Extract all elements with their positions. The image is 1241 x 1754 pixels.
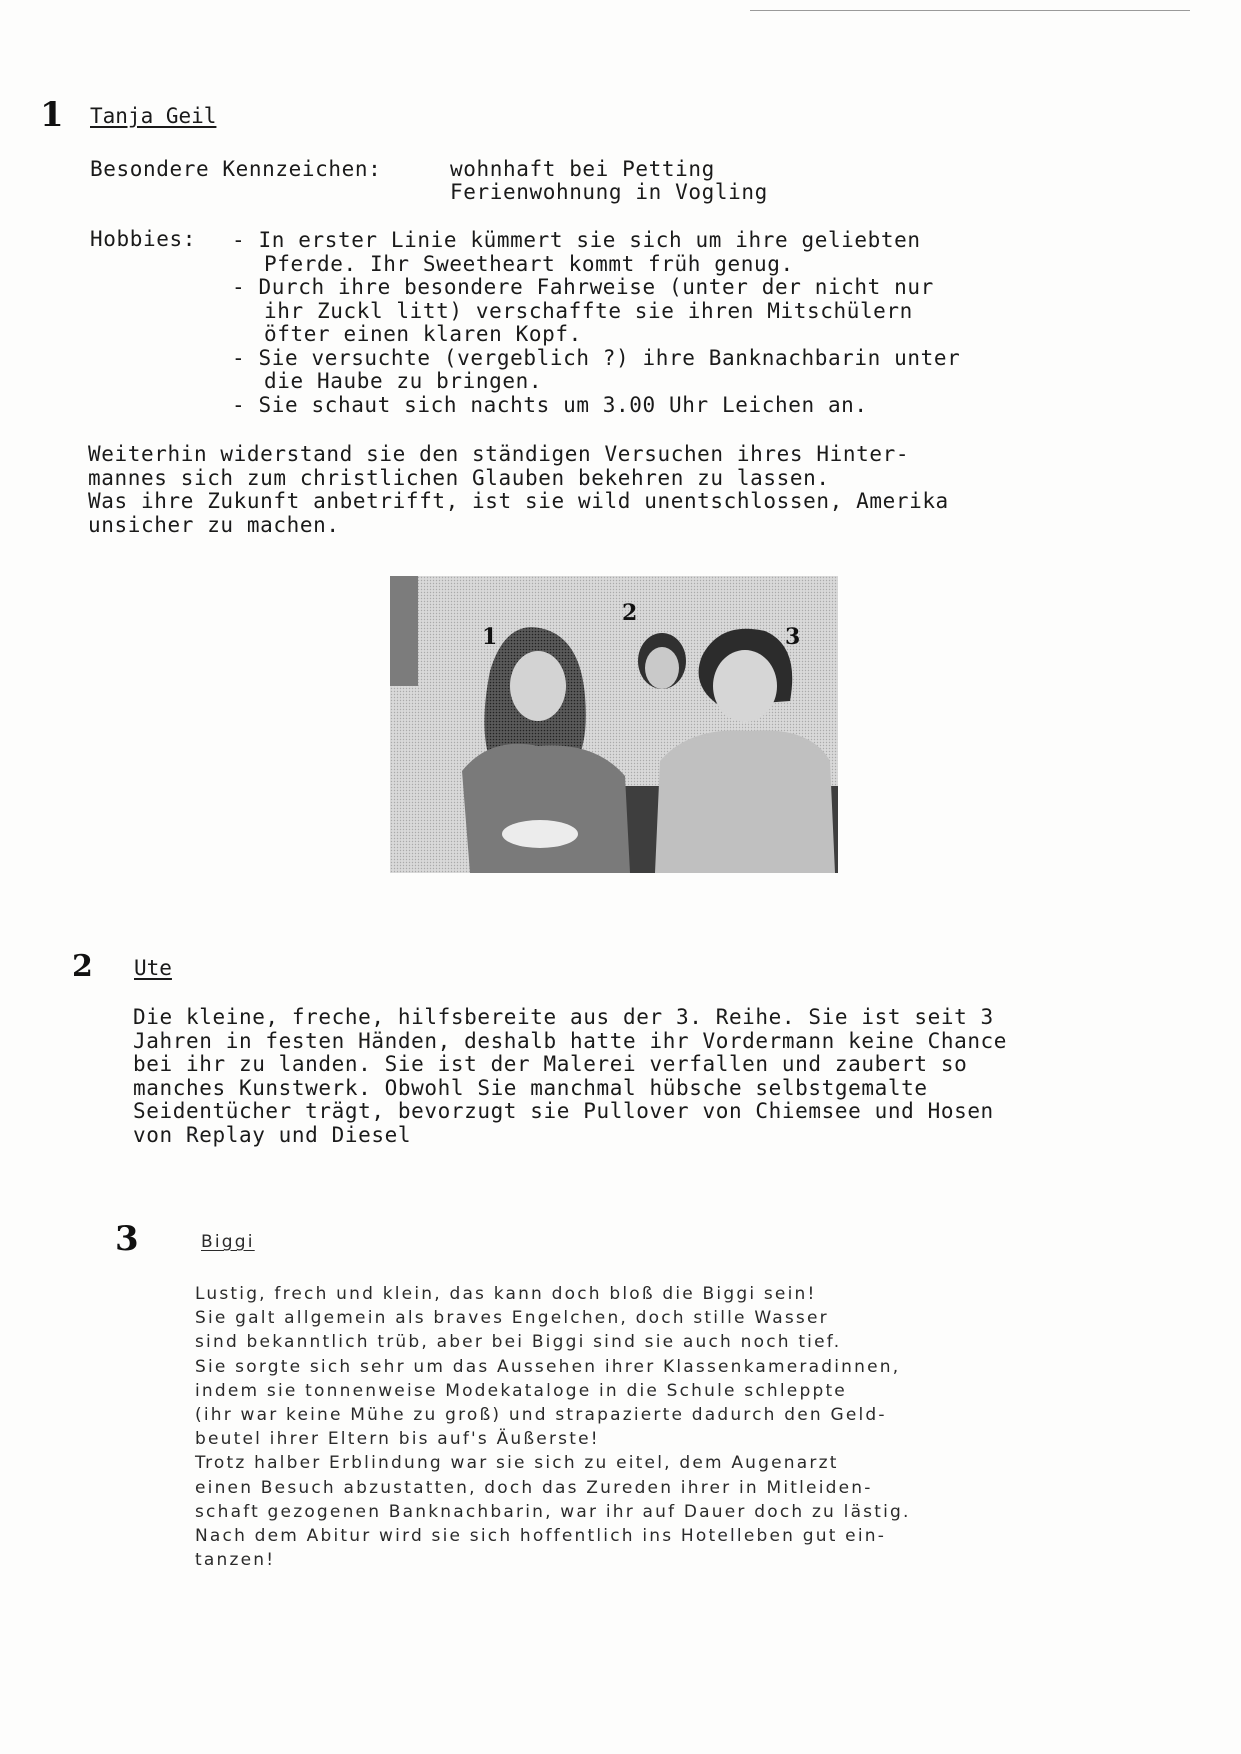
hobbies-label: Hobbies: (90, 227, 196, 251)
biggi-paragraph: Lustig, frech und klein, das kann doch bloß die Biggi sein! Sie galt allgemein als braves Engelchen, doch stille Wasser sind bekanntlich trüb, aber bei Biggi sind sie auch noch tief. Sie sorgte sich sehr um das Aussehen ihrer Klassenkameradinnen, indem sie tonnenweise Modekataloge in die Schule schleppte (ihr war keine Mühe zu groß) und strapazierte dadurch den Geld- beutel ihrer Eltern bis auf's Äußerste! Trotz halber Erblindung war sie sich zu eitel, dem Augenarzt einen Besuch abzustatten, doch das Zureden ihrer in Mitleiden- schaft gezogenen Banknachbarin, war ihr auf Dauer doch zu lästig. Nach dem Abitur wird sie sich hoffentlich ins Hotelleben gut ein- tanzen! (195, 1284, 911, 1571)
handwritten-number-1: 1 (40, 95, 64, 135)
photo-label-1: 1 (482, 624, 498, 650)
hobby-item: - In erster Linie kümmert sie sich um ihre geliebten Pferde. Ihr Sweetheart kommt früh genug. (232, 228, 921, 276)
hobby-item: - Durch ihre besondere Fahrweise (unter der nicht nur ihr Zuckl litt) verschaffte sie ihren Mitschülern öfter einen klaren Kopf. (232, 275, 934, 346)
class-photo (390, 576, 838, 873)
section-title-tanja: Tanja Geil (90, 104, 217, 128)
features-label: Besondere Kennzeichen: (90, 157, 382, 181)
handwritten-number-2: 2 (72, 949, 93, 984)
tanja-paragraph: Weiterhin widerstand sie den ständigen Versuchen ihres Hinter- mannes sich zum christlichen Glauben bekehren zu lassen. Was ihre Zukunft anbetrifft, ist sie wild unentschlossen, Amerika unsicher zu machen. (88, 442, 949, 537)
photo-label-3: 3 (785, 624, 801, 650)
feature-residence: wohnhaft bei Petting (450, 157, 715, 181)
hobbies-list (232, 229, 1132, 417)
section-title-biggi: Biggi (201, 1232, 255, 1252)
handwritten-number-3: 3 (115, 1219, 139, 1259)
top-edge-line (750, 10, 1190, 11)
ute-paragraph: Die kleine, freche, hilfsbereite aus der 3. Reihe. Sie ist seit 3 Jahren in festen Händen, deshalb hatte ihr Vordermann keine Chance bei ihr zu landen. Sie ist der Malerei verfallen und zaubert so manches Kunstwerk. Obwohl Sie manchmal hübsche selbstgemalte Seidentücher trägt, bevorzugt sie Pullover von Chiemsee und Hosen von Replay und Diesel (133, 1005, 1008, 1147)
hobby-item: - Sie versuchte (vergeblich ?) ihre Banknachbarin unter die Haube zu bringen. (232, 345, 961, 393)
hobby-item: - Sie schaut sich nachts um 3.00 Uhr Leichen an. (232, 392, 868, 417)
feature-holiday-flat: Ferienwohnung in Vogling (450, 180, 768, 204)
photo-label-2: 2 (622, 600, 638, 626)
section-title-ute: Ute (134, 956, 172, 980)
